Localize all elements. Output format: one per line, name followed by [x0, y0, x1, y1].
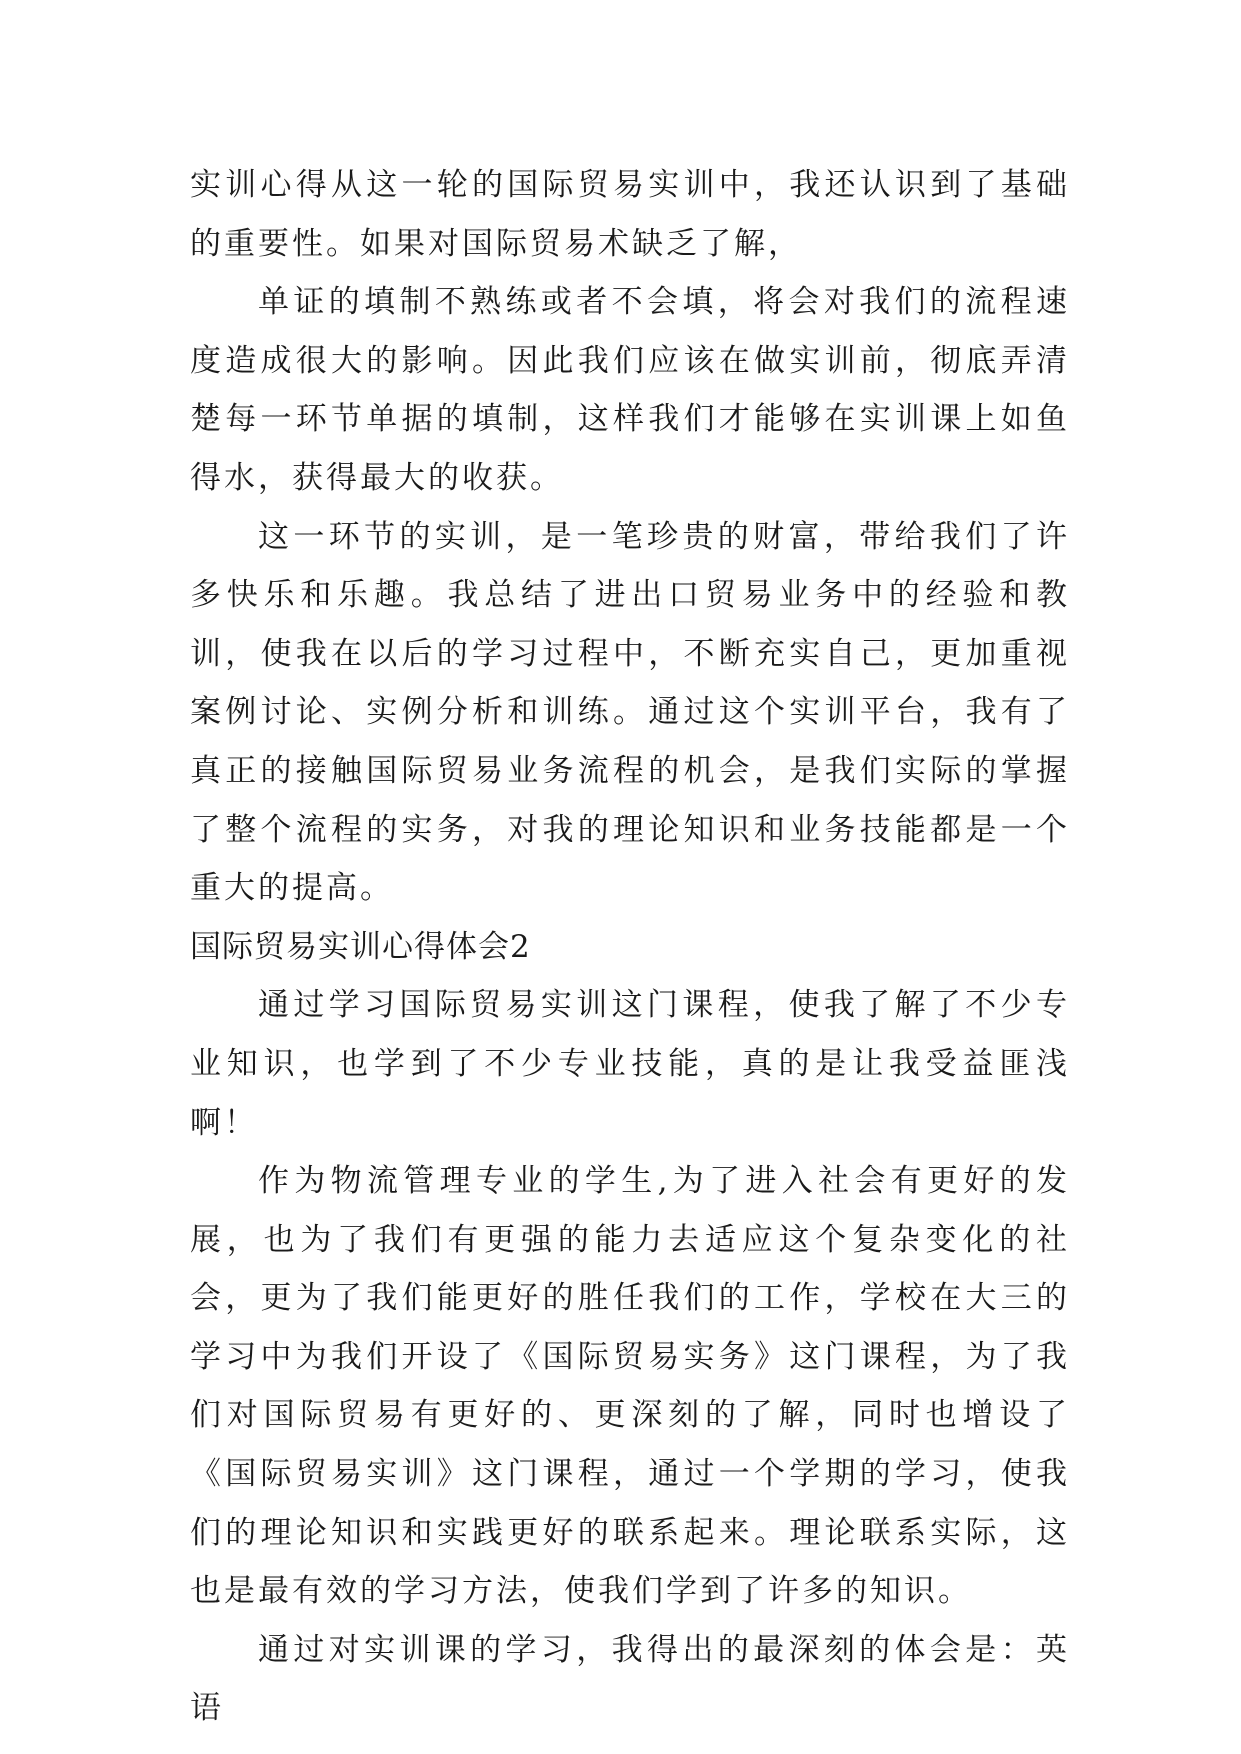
paragraph-continuation: 实训心得从这一轮的国际贸易实训中，我还认识到了基础的重要性。如果对国际贸易术缺乏了解， — [190, 167, 1070, 262]
paragraph: 通过对实训课的学习，我得出的最深刻的体会是：英语 — [190, 1631, 1070, 1727]
paragraph: 这一环节的实训，是一笔珍贵的财富，带给我们了许多快乐和乐趣。我总结了进出口贸易业务中的经验和教训，使我在以后的学习过程中，不断充实自己，更加重视案例讨论、实例分析和训练。通过这个实训平台，我有了真正的接触国际贸易业务流程的机会，是我们实际的掌握了整个流程的实务，对我的理论知识和业务技能都是一个重大的提高。 — [190, 518, 1070, 907]
paragraph: 单证的填制不熟练或者不会填，将会对我们的流程速度造成很大的影响。因此我们应该在做实训前，彻底弄清楚每一环节单据的填制，这样我们才能够在实训课上如鱼得水，获得最大的收获。 — [190, 284, 1070, 496]
document-body — [190, 156, 1070, 1738]
section-heading: 国际贸易实训心得体会2 — [190, 928, 531, 965]
paragraph: 作为物流管理专业的学生,为了进入社会有更好的发展，也为了我们有更强的能力去适应这个复杂变化的社会，更为了我们能更好的胜任我们的工作，学校在大三的学习中为我们开设了《国际贸易实务》这门课程，为了我们对国际贸易有更好的、更深刻的了解，同时也增设了《国际贸易实训》这门课程，通过一个学期的学习，使我们的理论知识和实践更好的联系起来。理论联系实际，这也是最有效的学习方法，使我们学到了许多的知识。 — [190, 1163, 1070, 1610]
paragraph: 通过学习国际贸易实训这门课程，使我了解了不少专业知识，也学到了不少专业技能，真的是让我受益匪浅啊！ — [190, 987, 1070, 1141]
